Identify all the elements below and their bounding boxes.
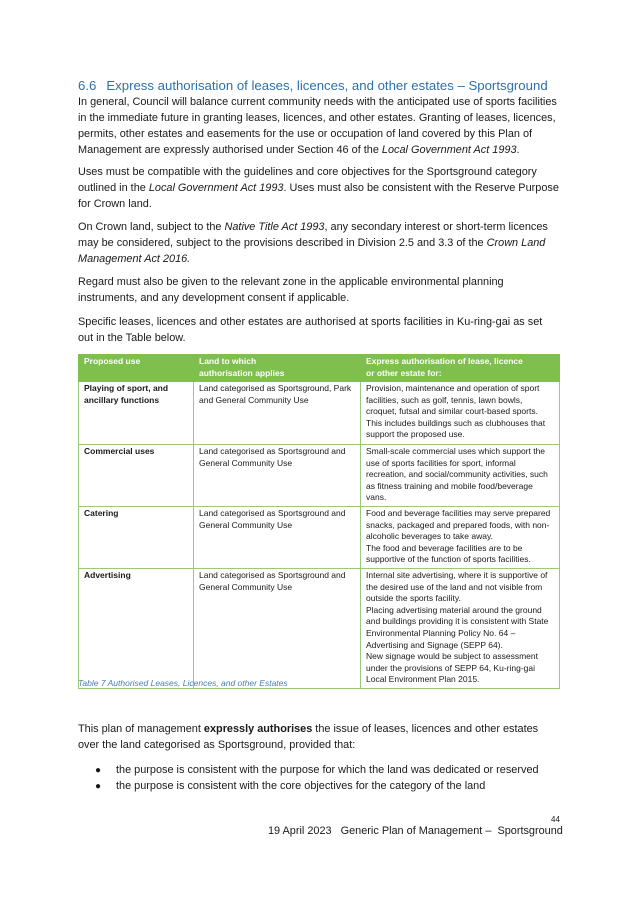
cell-land: Land categorised as Sportsground, Park and General Community Use <box>194 382 361 445</box>
cell-authorisation <box>361 506 560 568</box>
p3-text-a: On Crown land, subject to the <box>78 221 225 233</box>
header-authorisation <box>361 355 560 382</box>
bullet-icon: ● <box>95 780 102 792</box>
table-header-row <box>79 355 560 382</box>
header-auth-line1: Express authorisation of lease, licence <box>366 356 523 366</box>
section-number: 6.6 <box>78 78 97 93</box>
table-caption: Table 7 Authorised Leases, Licences, and other Estates <box>78 678 288 688</box>
bullet-icon: ● <box>95 765 102 776</box>
p1-end: . <box>516 143 520 156</box>
paragraph-zoning: Regard must also be given to the relevant zone in the applicable environmental planning instruments, and any development consent if applicable. <box>78 276 504 304</box>
cell-proposed-use: Advertising <box>79 568 194 688</box>
cell-land: Land categorised as Sportsground and General Community Use <box>194 445 361 507</box>
authorisation-line: Food and beverage facilities may serve prepared snacks, packaged and prepared foods, with non-alcoholic beverages to take away. <box>366 507 551 542</box>
header-land-line1: Land to which <box>199 356 257 366</box>
section-title: Express authorisation of leases, licences, and other estates – Sportsground <box>106 78 548 93</box>
cell-authorisation <box>361 445 560 507</box>
p2-text-b: . Uses must also be consistent with the Reserve Purpose for Crown land. <box>78 181 559 210</box>
list-item-text: the purpose is consistent with the core objectives for the category of the land <box>116 779 486 792</box>
list-item <box>78 763 560 779</box>
table-row <box>79 445 560 507</box>
authorisation-line: The food and beverage facilities are to be supportive of the function of sports facilities. <box>366 542 531 565</box>
list-item <box>78 779 560 795</box>
conditions-list <box>78 763 560 795</box>
authorisation-line: Provision, maintenance and operation of sport facilities, such as golf, tennis, lawn bowls, croquet, futsal and similar court-based sports. This includes buildings such as clubhouses that support the proposed use. <box>366 383 546 440</box>
p1-act-name: Local Government Act 1993 <box>381 143 517 156</box>
table-row <box>79 506 560 568</box>
header-proposed-use: Proposed use <box>79 355 194 382</box>
table-row <box>79 568 560 688</box>
cell-authorisation <box>361 382 560 445</box>
p6-bold: expressly authorises <box>203 723 313 735</box>
authorisation-line: Internal site advertising, where it is supportive of the desired use of the land and not visible from outside the sports facility. <box>366 569 548 604</box>
header-land-line2: authorisation applies <box>199 367 285 378</box>
page-footer: 19 April 2023 Generic Plan of Management – Sportsground <box>268 825 563 837</box>
table-row <box>79 382 560 445</box>
p3-text-b: , any secondary interest or short-term licences may be considered, subject to the provisions described in Division 2.5 and 3.3 of the <box>78 221 548 249</box>
authorisation-line: Small-scale commercial uses which support the use of sports facilities for sport, informal recreation, and social/community activities, such as fitness training and mobile food/beverage vans. <box>366 446 548 503</box>
section-heading <box>78 78 560 93</box>
page-number: 44 <box>551 815 560 824</box>
cell-proposed-use: Catering <box>79 506 194 568</box>
cell-land: Land categorised as Sportsground and General Community Use <box>194 506 361 568</box>
paragraph-express-authorisation <box>78 722 560 754</box>
cell-proposed-use: Playing of sport, and ancillary functions <box>79 382 194 445</box>
cell-proposed-use: Commercial uses <box>79 445 194 507</box>
p6-text-b: the issue of leases, licences and other estates over the land categorised as Sportsground, provided that: <box>78 723 539 751</box>
list-item-text: the purpose is consistent with the purpose for which the land was dedicated or reserved <box>116 764 539 776</box>
p2-act-name: Local Government Act 1993 <box>148 181 284 194</box>
p1-text: In general, Council will balance current community needs with the anticipated use of sports facilities in the immediate future in granting leases, licences, and other estates. Granting of leases, licences, permits, other estates and easements for the use or occupation of land covered by this Plan of Management are expressly authorised under Section 46 of the <box>78 96 557 156</box>
cell-authorisation <box>361 568 560 688</box>
header-land <box>194 355 361 382</box>
paragraph-compatibility <box>78 165 560 213</box>
authorisation-line: Placing advertising material around the ground and buildings providing it is consistent with State Environmental Planning Policy No. 64 – Advertising and Signage (SEPP 64). <box>366 604 549 650</box>
authorisation-table <box>78 354 560 689</box>
authorisation-line: New signage would be subject to assessment under the provisions of SEPP 64, Ku-ring-gai Local Environment Plan 2015. <box>366 651 538 685</box>
paragraph-crown-land <box>78 220 560 268</box>
paragraph-table-intro: Specific leases, licences and other estates are authorised at sports facilities in Ku-ring-gai as set out in the Table below. <box>78 316 543 344</box>
p3-crown-land-act: Crown Land Management Act 2016. <box>78 236 546 265</box>
p3-native-title-act: Native Title Act 1993 <box>224 221 325 233</box>
p6-text-a: This plan of management <box>78 723 204 735</box>
header-auth-line2: or other estate for: <box>366 367 442 378</box>
paragraph-general <box>78 95 560 159</box>
cell-land: Land categorised as Sportsground and General Community Use <box>194 568 361 688</box>
p2-text-a: Uses must be compatible with the guidelines and core objectives for the Sportsground category outlined in the <box>78 166 537 194</box>
